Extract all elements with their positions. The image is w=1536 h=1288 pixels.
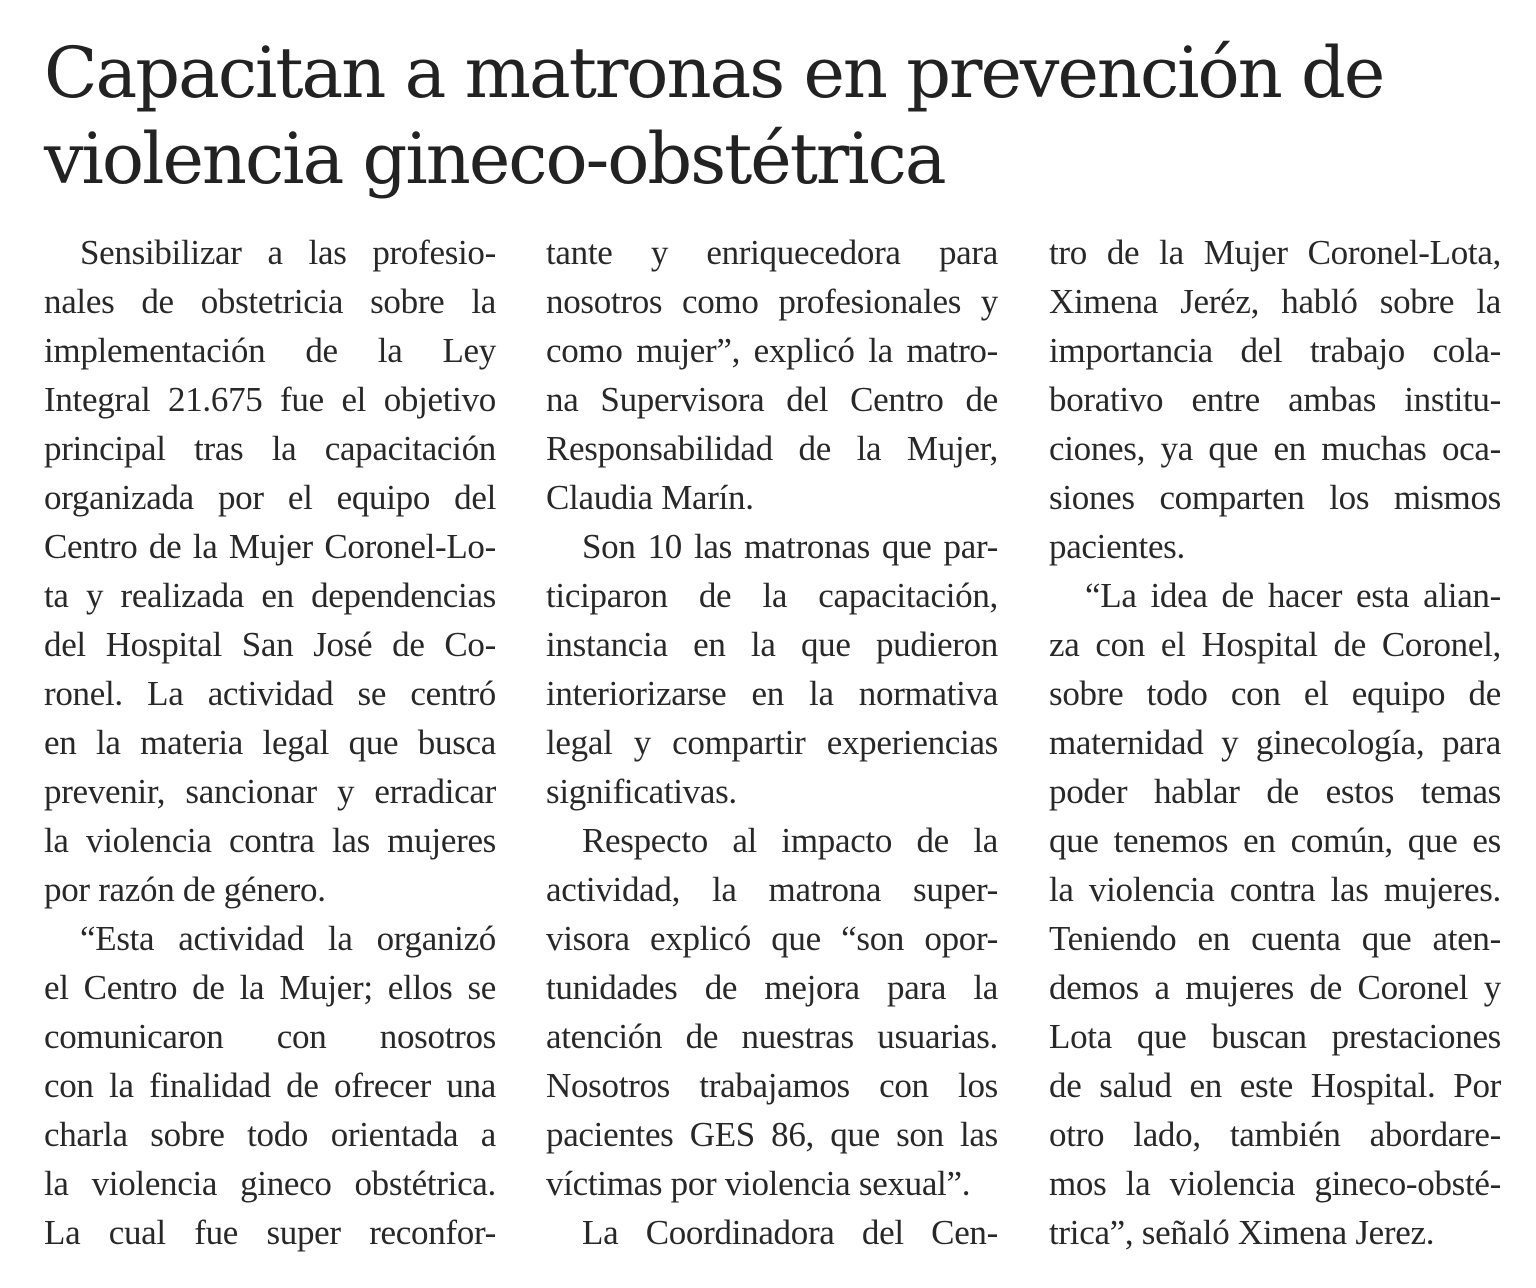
text-line: maternidad y ginecología, para	[1049, 723, 1501, 762]
text-line: Son 10 las matronas que par-	[582, 527, 998, 566]
text-line: Respecto al impacto de la	[582, 821, 998, 860]
text-line: Ximena Jeréz, habló sobre la	[1049, 282, 1501, 321]
text-line: otro lado, también abordare-	[1049, 1115, 1501, 1154]
text-line: legal y compartir experiencias	[546, 723, 998, 762]
text-line: Teniendo en cuenta que aten-	[1049, 919, 1501, 958]
text-line: Responsabilidad de la Mujer,	[546, 429, 998, 468]
text-line: Integral 21.675 fue el objetivo	[44, 380, 496, 419]
text-line: pacientes GES 86, que son las	[546, 1115, 998, 1154]
text-line: sobre todo con el equipo de	[1049, 674, 1501, 713]
text-line: el Centro de la Mujer; ellos se	[44, 968, 496, 1007]
headline	[44, 30, 1504, 202]
text-line: en la materia legal que busca	[44, 723, 496, 762]
text-line: prevenir, sancionar y erradicar	[44, 772, 496, 811]
text-line: pacientes.	[1049, 527, 1185, 566]
text-line: ciones, ya que en muchas oca-	[1049, 429, 1501, 468]
text-line: significativas.	[546, 772, 737, 811]
text-line: con la finalidad de ofrecer una	[44, 1066, 496, 1105]
text-line: por razón de género.	[44, 870, 326, 909]
text-line: Sensibilizar a las profesio-	[80, 233, 496, 272]
text-line: de salud en este Hospital. Por	[1049, 1066, 1501, 1105]
text-line: ronel. La actividad se centró	[44, 674, 496, 713]
text-line: Nosotros trabajamos con los	[546, 1066, 998, 1105]
text-line: víctimas por violencia sexual”.	[546, 1164, 971, 1203]
text-line: poder hablar de estos temas	[1049, 772, 1501, 811]
text-line: “La idea de hacer esta alian-	[1085, 576, 1501, 615]
text-line: demos a mujeres de Coronel y	[1049, 968, 1501, 1007]
text-line: La Coordinadora del Cen-	[582, 1213, 998, 1252]
text-line: Lota que buscan prestaciones	[1049, 1017, 1501, 1056]
text-line: siones comparten los mismos	[1049, 478, 1501, 517]
text-line: visora explicó que “son opor-	[546, 919, 998, 958]
text-line: del Hospital San José de Co-	[44, 625, 496, 664]
text-line: Claudia Marín.	[546, 478, 754, 517]
text-line: charla sobre todo orientada a	[44, 1115, 496, 1154]
text-line: trica”, señaló Ximena Jerez.	[1049, 1213, 1435, 1252]
text-line: atención de nuestras usuarias.	[546, 1017, 998, 1056]
text-line: nales de obstetricia sobre la	[44, 282, 496, 321]
text-line: “Esta actividad la organizó	[80, 919, 496, 958]
headline-line-2: violencia gineco-obstétrica	[44, 118, 945, 200]
text-line: implementación de la Ley	[44, 331, 496, 370]
text-line: actividad, la matrona super-	[546, 870, 998, 909]
text-line: tunidades de mejora para la	[546, 968, 998, 1007]
text-line: mos la violencia gineco-obsté-	[1049, 1164, 1501, 1203]
text-line: interiorizarse en la normativa	[546, 674, 998, 713]
text-line: que tenemos en común, que es	[1049, 821, 1501, 860]
text-line: za con el Hospital de Coronel,	[1049, 625, 1501, 664]
text-line: como mujer”, explicó la matro-	[546, 331, 998, 370]
text-line: Centro de la Mujer Coronel-Lo-	[44, 527, 496, 566]
article-column-1	[44, 228, 496, 1257]
text-line: La cual fue super reconfor-	[44, 1213, 496, 1252]
text-line: la violencia contra las mujeres	[44, 821, 496, 860]
text-line: importancia del trabajo cola-	[1049, 331, 1501, 370]
text-line: borativo entre ambas institu-	[1049, 380, 1501, 419]
text-line: la violencia contra las mujeres.	[1049, 870, 1501, 909]
text-line: ta y realizada en dependencias	[44, 576, 496, 615]
text-line: na Supervisora del Centro de	[546, 380, 998, 419]
article-column-3	[1049, 228, 1501, 1257]
text-line: ticiparon de la capacitación,	[546, 576, 998, 615]
text-line: principal tras la capacitación	[44, 429, 496, 468]
text-line: organizada por el equipo del	[44, 478, 496, 517]
article-column-2	[546, 228, 998, 1257]
text-line: tro de la Mujer Coronel-Lota,	[1049, 233, 1501, 272]
text-line: instancia en la que pudieron	[546, 625, 998, 664]
text-line: comunicaron con nosotros	[44, 1017, 496, 1056]
text-line: tante y enriquecedora para	[546, 233, 998, 272]
text-line: la violencia gineco obstétrica.	[44, 1164, 496, 1203]
text-line: nosotros como profesionales y	[546, 282, 998, 321]
headline-line-1: Capacitan a matronas en prevención de	[44, 32, 1384, 114]
